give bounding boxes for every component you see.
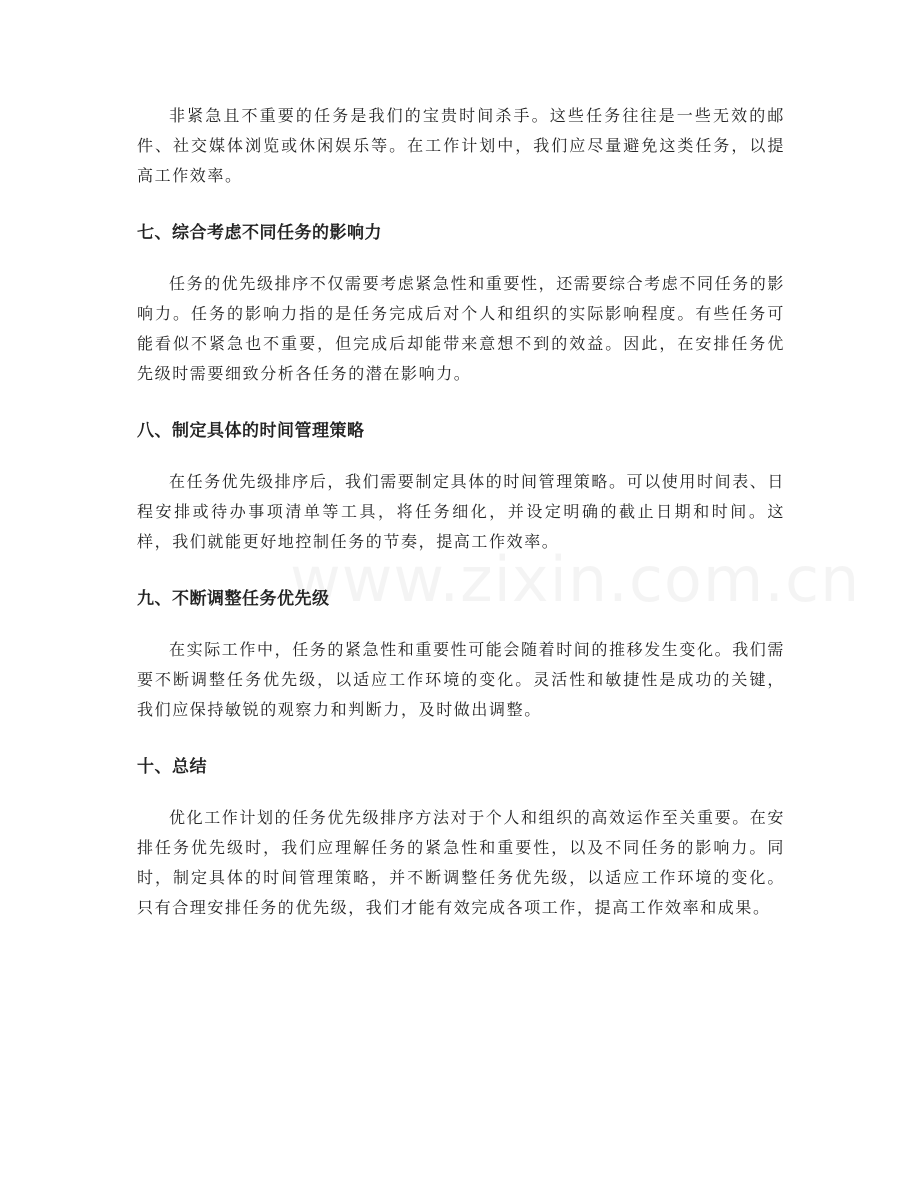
paragraph-adjust-priority: 在实际工作中，任务的紧急性和重要性可能会随着时间的推移发生变化。我们需要不断调整任务优先级，以适应工作环境的变化。灵活性和敏捷性是成功的关键，我们应保持敏锐的观察力和判断力，及时做出调整。 bbox=[137, 640, 786, 719]
document-body bbox=[137, 101, 785, 923]
paragraph-time-strategy: 在任务优先级排序后，我们需要制定具体的时间管理策略。可以使用时间表、日程安排或待办事项清单等工具，将任务细化，并设定明确的截止日期和时间。这样，我们就能更好地控制任务的节奏，提高工作效率。 bbox=[137, 472, 786, 551]
paragraph-summary: 优化工作计划的任务优先级排序方法对于个人和组织的高效运作至关重要。在安排任务优先级时，我们应理解任务的紧急性和重要性，以及不同任务的影响力。同时，制定具体的时间管理策略，并不断调整任务优先级，以适应工作环境的变化。只有合理安排任务的优先级，我们才能有效完成各项工作，提高工作效率和成果。 bbox=[137, 808, 786, 917]
section-heading-7: 七、综合考虑不同任务的影响力 bbox=[137, 223, 382, 243]
section-heading-8: 八、制定具体的时间管理策略 bbox=[137, 421, 365, 441]
paragraph-task-impact: 任务的优先级排序不仅需要考虑紧急性和重要性，还需要综合考虑不同任务的影响力。任务的影响力指的是任务完成后对个人和组织的实际影响程度。有些任务可能看似不紧急也不重要，但完成后却能带来意想不到的效益。因此，在安排任务优先级时需要细致分析各任务的潜在影响力。 bbox=[137, 274, 786, 383]
section-heading-9: 九、不断调整任务优先级 bbox=[137, 589, 330, 609]
section-heading-10: 十、总结 bbox=[137, 757, 207, 777]
paragraph-unimportant-tasks: 非紧急且不重要的任务是我们的宝贵时间杀手。这些任务往往是一些无效的邮件、社交媒体浏览或休闲娱乐等。在工作计划中，我们应尽量避免这类任务，以提高工作效率。 bbox=[137, 106, 785, 185]
